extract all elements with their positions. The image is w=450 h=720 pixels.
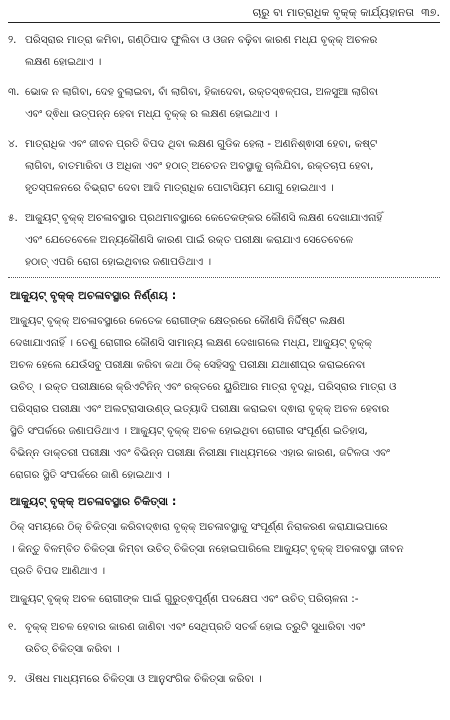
paragraph-line: ପ୍ରତି ବିପଦ ଆଣିଥାଏ । bbox=[10, 565, 106, 577]
list-item bbox=[8, 133, 440, 199]
item-text-line: ଲାଗିବା, ବାତମାରିବା ଓ ଅଧିକା ଏବଂ ହଠାତ୍ ଅଚେତନ ଅବସ୍ଥାକୁ ଚାଲିଯିବା, ରକ୍ତଚାପ ହେବା, bbox=[25, 160, 374, 172]
item-text-line: ଏବଂ ଯେତେବେଳେ ଅନ୍ୟକୌଣସି କାରଣ ପାଇଁ ରକ୍ତ ପରୀକ୍ଷା କରାଯାଏ ସେତେବେଳେ bbox=[25, 234, 354, 246]
running-title: ଚାରୁ ବା ମାତ୍ରାଧିକ ବୃକ୍‌କ୍ କାର୍ଯ୍ୟହାନତା ୩୭. bbox=[252, 6, 440, 19]
paragraph-line: ରୋଗର ସ୍ଥିତି ସଂପର୍କରେ ଜାଣି ହୋଇଥାଏ । bbox=[10, 469, 170, 481]
item-text-line: ଆକ୍ୟୁଟ୍ ବୃକ୍‌କ୍ ଅଚଳାବସ୍ଥାର ପ୍ରଥମାବସ୍ଥାରେ କେତେକଙ୍କର କୌଣସି ଲକ୍ଷଣ ଦେଖାଯାଏନାହିଁ bbox=[25, 212, 383, 224]
item-text-line: ଭୋକ ନ ଲାଗିବା, ଦେହ ବୁଲାଇବା, ବାଁ ଲାଗିବା, ହିକାଦେବା, ରକ୍ତସ୍ଵଳ୍ପତା, ଅଳସୁଆ ଲାଗିବା bbox=[25, 86, 379, 98]
item-text-line: ଉଚିତ୍ ଚିକିତ୍ସା କରିବା । bbox=[25, 643, 120, 655]
header-rule bbox=[8, 22, 440, 23]
item-number: ୫. bbox=[8, 212, 18, 224]
paragraph-line: ଆକ୍ୟୁଟ୍ ବୃକ୍‌କ୍ ଅଚଳାବସ୍ଥାରେ କେତେକ ରୋଗୀଙ୍କ କ୍ଷେତ୍ରରେ କୌଣସି ନିର୍ଦ୍ଦିଷ୍ଟ ଲକ୍ଷଣ bbox=[10, 315, 345, 327]
item-number: ୧. bbox=[8, 621, 17, 633]
item-text-line: ମାତ୍ରାଧିକ ଏବଂ ଜୀବନ ପ୍ରତି ବିପଦ ଥିବା ଲକ୍ଷଣ ଗୁଡିକ ହେଲା - ଅଣନିଶ୍ଵାସୀ ହେବା, କଷ୍ଟ bbox=[25, 138, 378, 150]
item-text-line: ହୃତସ୍ପଳନରେ ବିଭ୍ରାଟ ଦେବା ଆଦି ମାତ୍ରାଧିକ ପୋଟାସିୟମ ଯୋଗୁ ହୋଇଥାଏ । bbox=[25, 182, 334, 194]
item-text-line: ପରିସ୍ରାର ମାତ୍ରା କମିବା, ଗଣ୍ଠିପାଦ ଫୁଲିବା ଓ ଓଜନ ବଢ଼ିବା କାରଣ ମଧ୍ଯ ବୃକ୍‌କ୍ ଅଚଳର bbox=[25, 34, 378, 46]
paragraph-line: ଅଚଳ ହେଲେ ଯେଉଁସବୁ ପରୀକ୍ଷା କରିବା କଥା ଠିକ୍ ସେହିସବୁ ପରୀକ୍ଷା ଯଥାଶୀଘ୍ର କରାଇନେବା bbox=[10, 359, 366, 371]
paragraph-line: ସ୍ଥିତି ସଂପର୍କରେ ଜଣାପଡିଥାଏ । ଆକ୍ୟୁଟ୍ ବୃକ୍‌କ୍ ଅଚଳ ହୋଇଥିବା ରୋଗୀର ସଂପୂର୍ଣ୍ଣ ଇତିହାସ, bbox=[10, 425, 368, 437]
page-number: ୩୭. bbox=[421, 6, 440, 19]
item-text-line: ଲକ୍ଷଣ ହୋଇଥାଏ । bbox=[25, 56, 102, 68]
paragraph-line: ଦେଖାଯାଏନାହିଁ । ତେଣୁ ରୋଗୀର କୌଣସି ସାମାନ୍ୟ ଲକ୍ଷଣ ଦେଖାଗଲେ ମଧ୍ଯ, ଆକ୍ୟୁଟ୍ ବୃକ୍‌କ୍ bbox=[10, 337, 372, 349]
item-text-line: ଔଷଧ ମାଧ୍ୟମରେ ଚିକିତ୍ସା ଓ ଆନୁସଂଗିକ ଚିକିତ୍ସା କରିବା । bbox=[25, 673, 262, 685]
paragraph-line: ଉଚିତ୍ । ରକ୍ତ ପରୀକ୍ଷାରେ କ୍ରିଏଟିନିନ୍ ଏବଂ ରକ୍ତରେ ୟୁରିଆର ମାତ୍ରା ବୃଦ୍ଧି, ପରିସ୍ରାର ମାତ୍ରା ଓ bbox=[10, 381, 397, 393]
list-item bbox=[8, 668, 440, 690]
section-heading-treatment: ଆକ୍ୟୁଟ୍ ବୃକ୍‌କ୍ ଅଚଳାବସ୍ଥାର ଚିକିତ୍ସା : bbox=[10, 495, 177, 508]
section-heading-diagnosis: ଆକ୍ୟୁଟ୍ ବୃକ୍‌କ୍ ଅଚଳାବସ୍ଥାର ନିର୍ଣ୍ଣୟ : bbox=[10, 289, 177, 302]
item-text-line: ହଠାତ୍ ଏପରି ରୋଗ ହୋଇଥିବାର ଜଣାପଡିଥାଏ । bbox=[25, 256, 212, 268]
list-item bbox=[8, 616, 440, 660]
item-text-line: ବୃକ୍‌କ୍ ଅଚଳ ହେବାର କାରଣ ଜାଣିବା ଏବଂ ସେଥିପ୍ରତି ସତର୍କ ହୋଇ ତ୍ରୁଟି ସୁଧାରିବା ଏବଂ bbox=[25, 621, 366, 633]
diagnosis-paragraph bbox=[10, 310, 440, 486]
paragraph-line: ଠିକ୍ ସମୟରେ ଠିକ୍ ଚିକିତ୍ସା କରିବାଦ୍ଵାରା ବୃକ୍‌କ୍ ଅଚଳାବସ୍ଥାକୁ ସଂପୂର୍ଣ୍ଣ ନିରାକରଣ କରାଯାଇପାରେ bbox=[10, 521, 388, 533]
treatment-intro bbox=[10, 588, 440, 610]
list-item bbox=[8, 81, 440, 125]
item-number: ୩. bbox=[8, 86, 20, 98]
page-header bbox=[8, 0, 440, 22]
item-number: ୪. bbox=[8, 138, 18, 150]
item-number: ୨. bbox=[8, 34, 17, 46]
list-item bbox=[8, 29, 440, 73]
treatment-paragraph bbox=[10, 516, 440, 582]
item-text-line: ଏବଂ ଦ୍ଵିଧା ଉତ୍ପନ୍ନ ହେବା ମଧ୍ଯ ବୃକ୍‌କ୍ ର ଲକ୍ଷଣ ହୋଇଥାଏ । bbox=[25, 108, 278, 120]
list-item bbox=[8, 207, 440, 278]
paragraph-line: ବିଭିନ୍ନ ଡାକ୍ତରୀ ପରୀକ୍ଷା ଏବଂ ବିଭିନ୍ନ ପରୀକ୍ଷା ନିରୀକ୍ଷା ମାଧ୍ୟମରେ ଏହାର କାରଣ, ଜଟିଳତା ଏବଂ bbox=[10, 447, 390, 459]
paragraph-line: । କିନ୍ତୁ ବିଳମ୍ବିତ ଚିକିତ୍ସା କିମ୍ବା ଉଚିତ୍ ଚିକିତ୍ସା ନହୋଇପାରିଲେ ଆକ୍ୟୁଟ୍ ବୃକ୍‌କ୍ ଅଚଳାବସ୍ଥା ଜୀବନ bbox=[10, 543, 404, 555]
paragraph-line: ପରିସ୍ରାର ପରୀକ୍ଷା ଏବଂ ଅଲଟ୍ରାସାଉଣ୍ଡ୍ ଇତ୍ୟାଦି ପରୀକ୍ଷା କରାଇବା ଦ୍ଵାରା ବୃକ୍‌କ୍ ଅଚଳ ହେବାର bbox=[10, 403, 390, 415]
paragraph-line: ଆକ୍ୟୁଟ୍ ବୃକ୍‌କ୍ ଅଚଳ ରୋଗୀଙ୍କ ପାଇଁ ଗୁରୁତ୍ଵପୂର୍ଣ୍ଣ ପଦକ୍ଷେପ ଏବଂ ଉଚିତ୍ ପରିଚାଳନା :- bbox=[10, 593, 359, 605]
item-number: ୨. bbox=[8, 673, 17, 685]
